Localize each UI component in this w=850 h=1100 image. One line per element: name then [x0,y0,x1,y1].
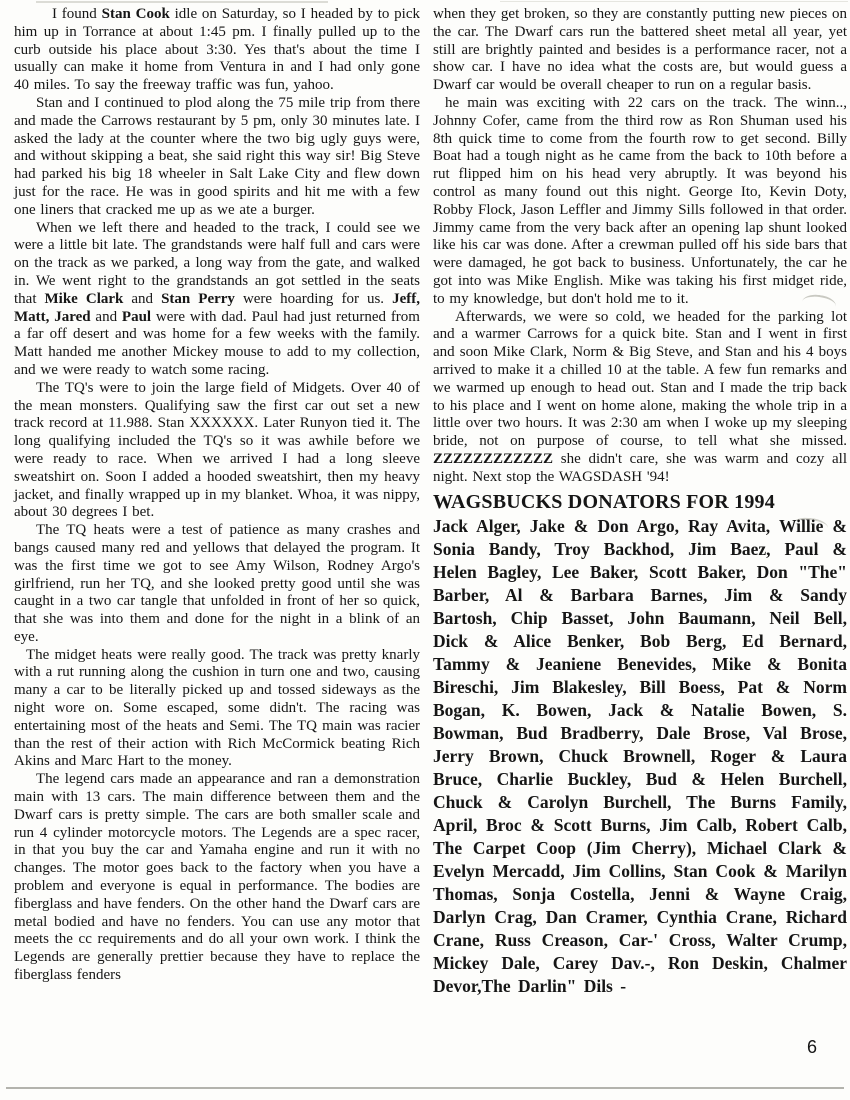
scan-artifact-line [36,1,328,3]
bold-text-run: Jeff, Matt, Jared [14,290,420,325]
text-run: were hoarding for us. [234,290,393,307]
text-run: when they get broken, so they are constantly putting new pieces on the car. The Dwarf cars run the battered sheet metal all year, yet still are brightly painted and besides is a performance racer, not a show car. I have no idea what the costs are, but would guess a Dwarf car would be overall cheaper to run on a regular basis. [433,6,847,94]
text-run: The TQ's were to join the large field of Midgets. Over 40 of the mean monsters. Qualifying saw the first car out set a new track record at 11.988. Stan XXXXXX. Later Runyon tied it. The long qualifying included the TQ's so it was awhile before we were ready to race. When we arrived I had a long sleeve sweatshirt on. Soon I added a hooded sweatshirt, then my heavy jacket, and finally wrapped up in my blanket. Whoa, it was nippy, about 30 degrees I bet. [14,379,420,521]
bold-text-run: Stan Perry [161,290,235,307]
paragraph [14,647,420,772]
paragraph [14,220,420,380]
bold-text-run: Stan Cook [101,6,170,22]
paragraph [433,95,847,309]
bold-text-run: Paul [121,308,152,325]
right-column-paragraphs [433,6,847,487]
two-column-layout [14,6,847,998]
text-run: he main was exciting with 22 cars on the track. The winn.., Johnny Cofer, came from the third row as Ron Shuman used his 8th quick time to come from the fourth row to get second. Billy Boat had a tough night as he came from the back to 10th before a rut flipped him on his head very abruptly. It was beyond his control as many found out this night. George Ito, Kevin Doty, Robby Flock, Jason Leffler and Jimmy Sills followed in that order. Jimmy came from the very back after an opening lap shunt looked like his car was done. After a crewman pulled off his side bars that were damaged, he got back to business. Unfortunately, the car he got into was Mike English. Mike was taking his first midget ride, to my knowledge, but don't hold me to it. [433,94,847,307]
text-run: The legend cars made an appearance and ran a demonstration main with 13 cars. The main difference between them and the Dwarf cars is pretty simple. The cars are both smaller scale and run 4 cylinder motorcycle motors. The Legends are a spec racer, in that you buy the car and Yamaha engine and run it with no changes. The motor goes back to the factory when you have a problem and everyone is equal in performance. The bodies are fiberglass and have fenders. On the other hand the Dwarf cars are metal bodied and have no fenders. You can use any motor that meets the cc requirements and do all your own work. I think the Legends are generally prettier because they have to replace the fiberglass fenders [14,771,420,984]
text-run: were with dad. Paul had just returned from a far off desert and was home for a few weeks with the family. Matt handed me another Mickey mouse to add to my collection, and we were ready to watch some racing. [14,308,420,378]
paragraph [14,95,420,220]
paragraph [14,522,420,647]
bold-text-run: ZZZZZZZZZZZZ [433,450,554,467]
paragraph [433,6,847,95]
scan-artifact-line [6,1087,844,1089]
scan-artifact-line [500,1,848,2]
donors-heading: WAGSBUCKS DONATORS FOR 1994 [433,490,775,513]
paragraph [14,771,420,985]
text-run: When we left there and headed to the track, I could see we were a little bit late. The grandstands were half full and cars were on the track as we parked, a long way from the gate, and walked in. We went right to the grandstands an got settled in the seats that [14,219,420,307]
paragraph [14,6,420,95]
text-run: Stan and I continued to plod along the 75 mile trip from there and made the Carrows restaurant by 5 pm, only 30 minutes late. I asked the lady at the counter where the two big ugly guys were, and without skipping a beat, she said right this way sir! Big Steve had parked his big 18 wheeler in Salt Lake City and flew down just for the race. He was in good spirits and hit me with a few one liners that cracked me up as we ate a burger. [14,94,420,218]
bold-text-run: Mike Clark [44,290,124,307]
text-run: The midget heats were really good. The track was pretty knarly with a rut running along the cushion in turn one and two, causing many a car to be literally picked up and tossed sideways as the night wore on. Some escaped, some didn't. The racing was entertaining most of the heats and Semi. The TQ main was racier than the rest of their action with Rich McCormick beating Rich Akins and Marc Hart to the money. [14,646,420,770]
page-number: 6 [806,1037,817,1057]
paragraph [14,380,420,522]
donors-list: Jack Alger, Jake & Don Argo, Ray Avita, Willie & Sonia Bandy, Troy Backhod, Jim Baez, Paul & Helen Bagley, Lee Baker, Scott Baker, Don "The" Barber, Al & Barbara Barnes, Jim & Sandy Bartosh, Chip Basset, John Baumann, Neil Bell, Dick & Alice Benker, Bob Berg, Ed Bernard, Tammy & Jeaniene Benevides, Mike & Bonita Bireschi, Jim Blakesley, Bill Boess, Pat & Norm Bogan, K. Bowen, Jack & Natalie Bowen, S. Bowman, Bud Bradberry, Dale Brose, Val Brose, Jerry Brown, Chuck Brownell, Roger & Laura Bruce, Charlie Buckley, Bud & Helen Burchell, Chuck & Carolyn Burchell, The Burns Family, April, Broc & Scott Burns, Jim Calb, Robert Calb, The Carpet Coop (Jim Cherry), Michael Clark & Evelyn Mercadd, Jim Collins, Stan Cook & Marilyn Thomas, Sonja Costella, Jenni & Wayne Craig, Darlyn Crag, Dan Cramer, Cynthia Crane, Richard Crane, Russ Creason, Car-' Cross, Walter Crump, Mickey Dale, Carey Dav.-, Ron Deskin, Chalmer Devor,The Darlin" Dils - [433,515,847,996]
text-run: she didn't care, she was warm and cozy all night. Next stop the WAGSDASH '94! [433,450,847,485]
text-run: and [123,290,162,307]
right-column [433,6,847,998]
text-run: Afterwards, we were so cold, we headed for the parking lot and a warmer Carrows for a quick bite. Stan and I went in first and soon Mike Clark, Norm & Big Steve, and Stan and his 4 boys arrived to make it a chilled 10 at the table. A few fun remarks and we warmed up enough to head out. Stan and I made the trip back to his place and I went on home alone, making the whole trip in a little over two hours. It was 2:30 am when I woke up my sleeping bride, not on purpose of course, to tell what she missed. [433,308,847,450]
text-run: I found [52,6,102,22]
text-run: and [90,308,122,325]
text-run: idle on Saturday, so I headed by to pick him up in Torrance at about 1:45 pm. I finally pulled up to the curb outside his place about 3:30. Yes that's about the time I usually can make it home from Ventura in and I had only gone 40 miles. To say the freeway traffic was fun, yahoo. [14,6,420,94]
left-column [14,6,420,998]
text-run: The TQ heats were a test of patience as many crashes and bangs caused many red and yellows that delayed the program. It was the first time we got to see Amy Wilson, Rodney Argo's girlfriend, run her TQ, and she looked pretty good until she was caught in a two car tangle that unfolded in front of her so quick, that she was into them and done for the night in a blink of an eye. [14,522,420,645]
paragraph [433,309,847,487]
